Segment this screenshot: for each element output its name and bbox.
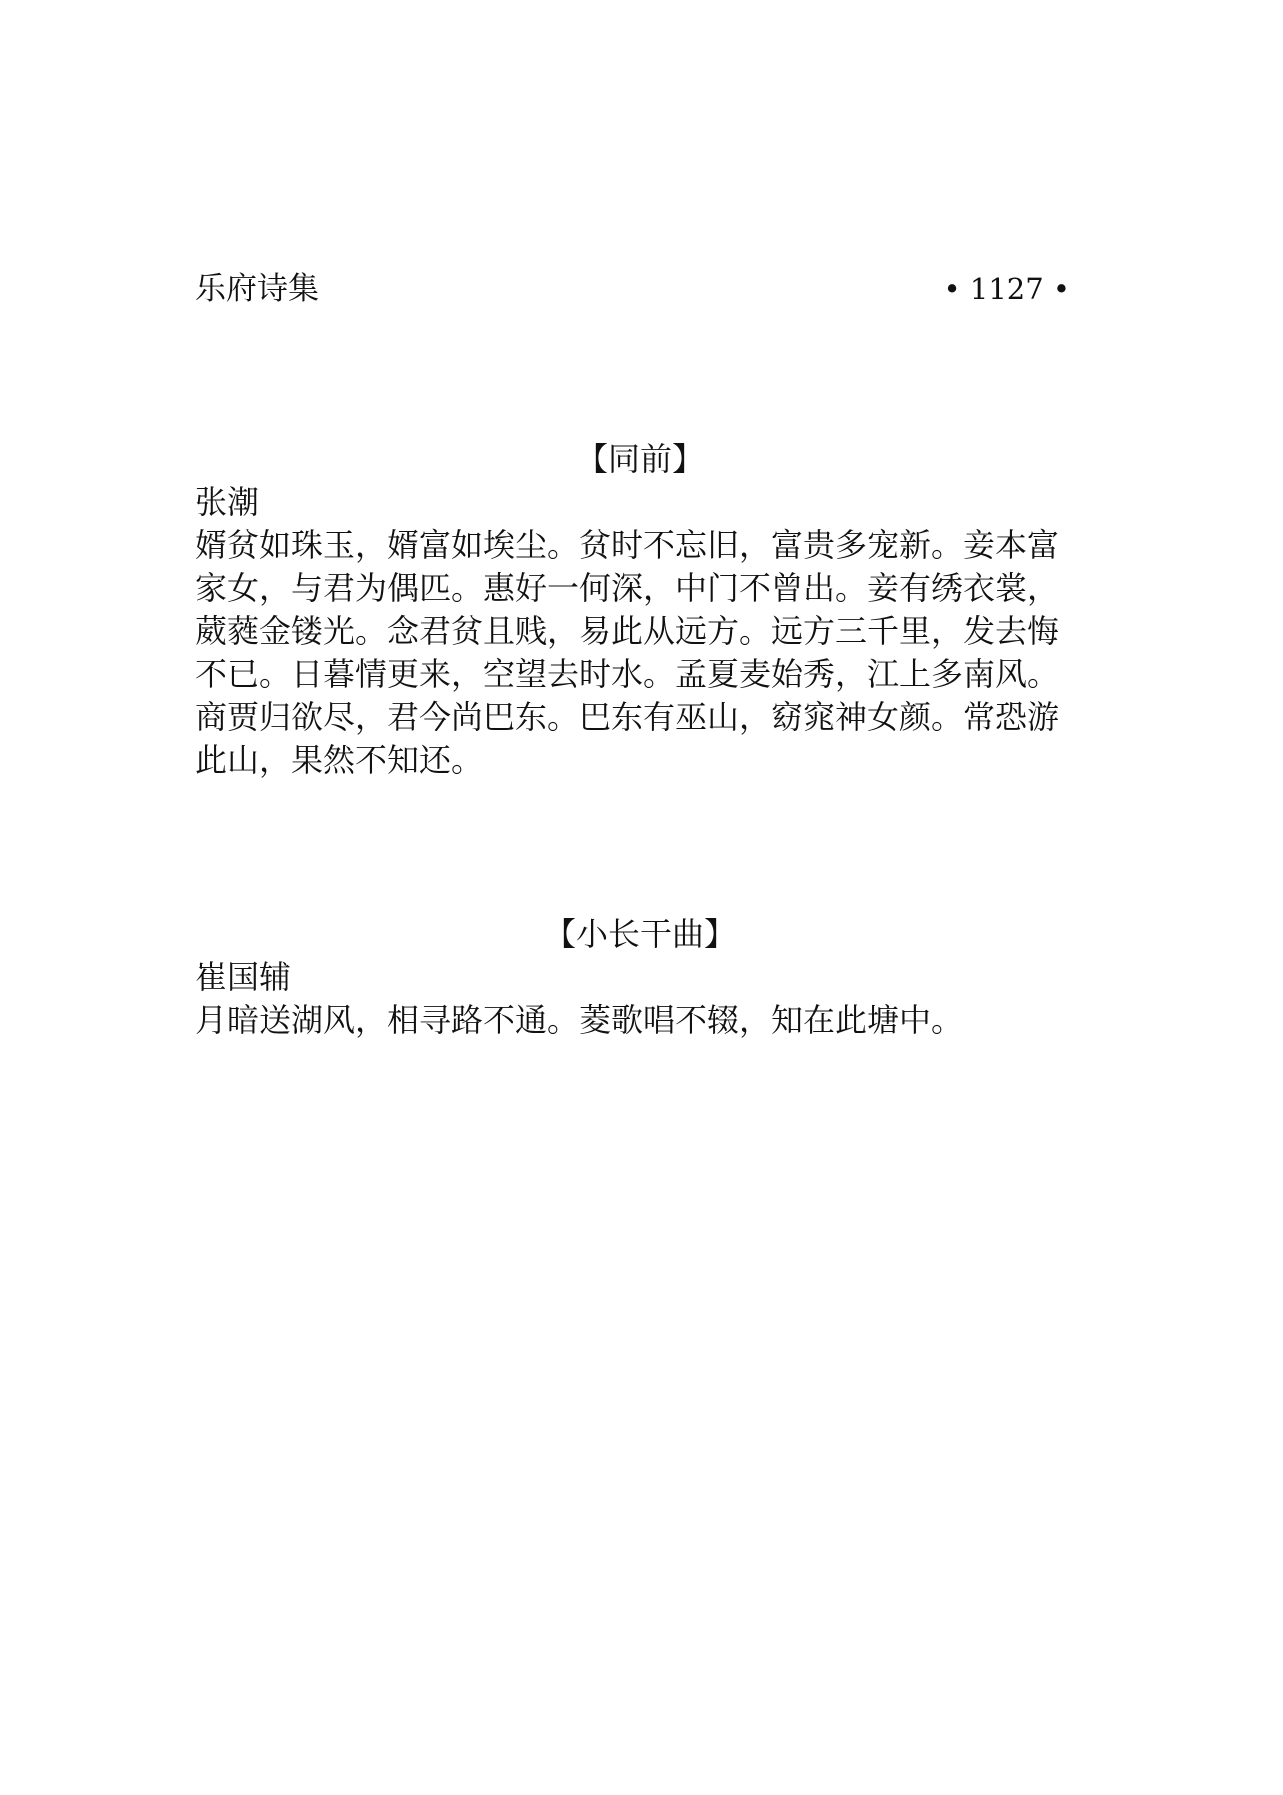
- poem-section: [195, 438, 1085, 782]
- poem-author: 张潮: [195, 483, 260, 521]
- running-head: [195, 268, 1070, 311]
- poem-line: 不已。日暮情更来，空望去时水。孟夏麦始秀，江上多南风。: [195, 655, 1060, 693]
- poem-title: 【同前】: [575, 440, 704, 478]
- poem-title: 【小长干曲】: [543, 915, 736, 953]
- poem-line: 葳蕤金镂光。念君贫且贱，易此从远方。远方三千里，发去悔: [195, 612, 1060, 650]
- poem-line: 家女，与君为偶匹。惠好一何深，中门不曾出。妾有绣衣裳，: [195, 569, 1060, 607]
- poem-line: 此山，果然不知还。: [195, 741, 484, 779]
- poem-line: 婿贫如珠玉，婿富如埃尘。贫时不忘旧，富贵多宠新。妾本富: [195, 526, 1060, 564]
- page-number: • 1127 •: [943, 272, 1070, 306]
- poem-author: 崔国辅: [195, 958, 292, 996]
- poem-section: [195, 913, 1085, 1042]
- poem-line: 商贾归欲尽，君今尚巴东。巴东有巫山，窈窕神女颜。常恐游: [195, 698, 1060, 736]
- poem-line: 月暗送湖风，相寻路不通。菱歌唱不辍，知在此塘中。: [195, 1001, 964, 1039]
- book-title: 乐府诗集: [195, 271, 319, 307]
